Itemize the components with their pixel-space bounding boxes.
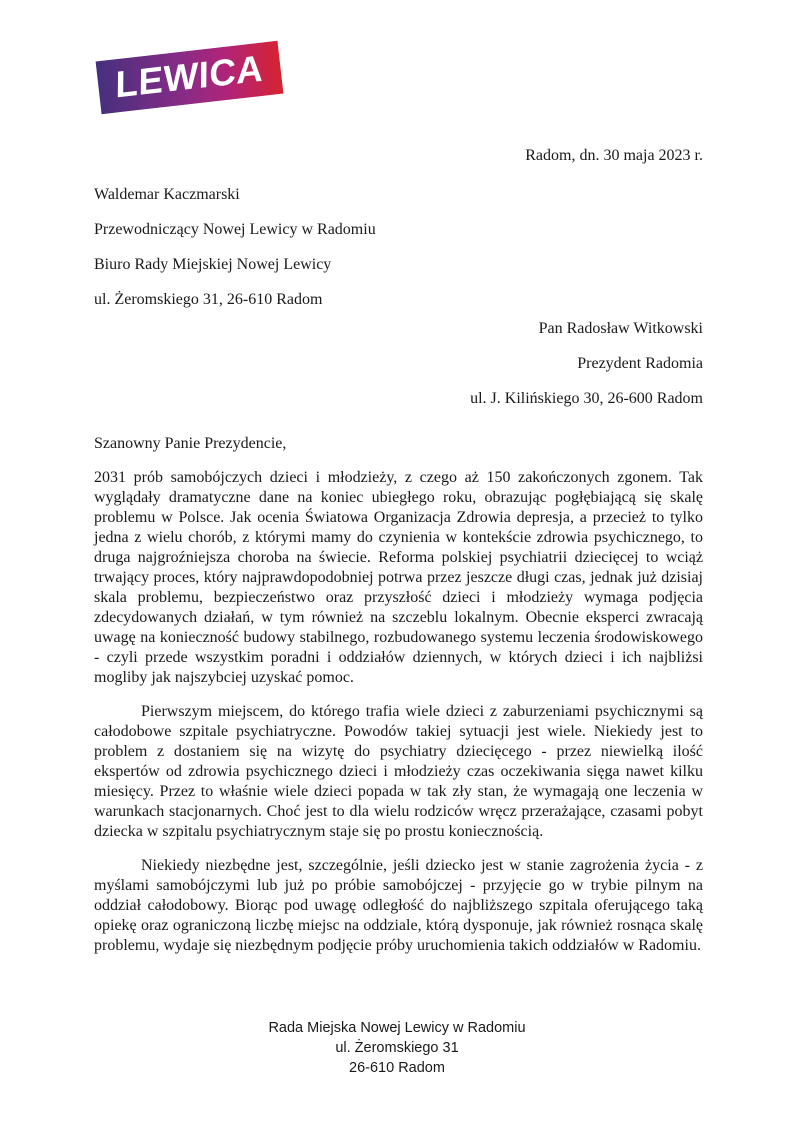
- lewica-logo: [96, 41, 284, 114]
- sender-address: ul. Żeromskiego 31, 26-610 Radom: [94, 291, 323, 308]
- paragraph-3: Niekiedy niezbędne jest, szczególnie, jeśli dziecko jest w stanie zagrożenia życia - z myślami samobójczymi lub już po próbie samobójczej - przyjęcie go w trybie pilnym na oddział całodobowy. Biorąc pod uwagę odległość do najbliższego szpitala oferującego taką opiekę oraz ograniczoną liczbę miejsc na oddziale, którą dysponuje, jak również rosnąca skalę problemu, wydaje się niezbędnym podjęcie próby uruchomienia takich oddziałów w Radomiu.: [94, 857, 703, 954]
- recipient-title: Prezydent Radomia: [577, 355, 703, 372]
- recipient-name: Pan Radosław Witkowski: [538, 320, 703, 337]
- footer-organization: Rada Miejska Nowej Lewicy w Radomiu: [268, 1020, 526, 1036]
- paragraph-1: 2031 prób samobójczych dzieci i młodzieży, z czego aż 150 zakończonych zgonem. Tak wyglądały dramatyczne dane na koniec ubiegłego roku, obrazując pogłębiającą się skalę problemu w Polsce. Jak ocenia Światowa Organizacja Zdrowia depresja, a przecież to tylko jedna z wielu chorób, z którymi mamy do czynienia w kontekście zdrowia psychicznego, to druga najgroźniejsza choroba na świecie. Reforma polskiej psychiatrii dziecięcej to wciąż trwający proces, który najprawdopodobniej potrwa przez jeszcze długi czas, jednak już dzisiaj skala problemu, bezpieczeństwo oraz przyszłość dzieci i młodzieży wymaga podjęcia zdecydowanych działań, w tym również na szczeblu lokalnym. Obecnie eksperci zwracają uwagę na konieczność budowy stabilnego, rozbudowanego systemu leczenia środowiskowego - czyli przede wszystkim poradni i oddziałów dziennych, w których dzieci i ich najbliżsi mogliby jak najszybciej uzyskać pomoc.: [94, 469, 703, 686]
- sender-block: [94, 177, 376, 317]
- footer-street: ul. Żeromskiego 31: [335, 1040, 459, 1056]
- footer-block: [0, 1018, 794, 1078]
- sender-office: Biuro Rady Miejskiej Nowej Lewicy: [94, 256, 332, 273]
- footer-city: 26-610 Radom: [349, 1060, 445, 1076]
- letter-body: [94, 434, 703, 970]
- lewica-logo-text: LEWICA: [115, 47, 264, 106]
- paragraph-2: Pierwszym miejscem, do którego trafia wiele dzieci z zaburzeniami psychicznymi są całodobowe szpitale psychiatryczne. Powodów takiej sytuacji jest wiele. Niekiedy jest to problem z dostaniem się na wizytę do psychiatry dziecięcego - przez niewielką ilość ekspertów od zdrowia psychicznego dzieci i młodzieży czas oczekiwania sięga nawet kilku miesięcy. Przez to właśnie wiele dzieci popada w tak zły stan, że wymagają one leczenia w warunkach stacjonarnych. Choć jest to dla wielu rodziców wręcz przerażające, czasami pobyt dziecka w szpitalu psychiatrycznym staje się po prostu koniecznością.: [94, 703, 703, 840]
- recipient-block: [94, 311, 703, 416]
- salutation: Szanowny Panie Prezydencie,: [94, 435, 287, 452]
- recipient-address: ul. J. Kilińskiego 30, 26-600 Radom: [470, 390, 703, 407]
- date-line: Radom, dn. 30 maja 2023 r.: [525, 147, 703, 164]
- sender-name: Waldemar Kaczmarski: [94, 186, 240, 203]
- sender-title: Przewodniczący Nowej Lewicy w Radomiu: [94, 221, 376, 238]
